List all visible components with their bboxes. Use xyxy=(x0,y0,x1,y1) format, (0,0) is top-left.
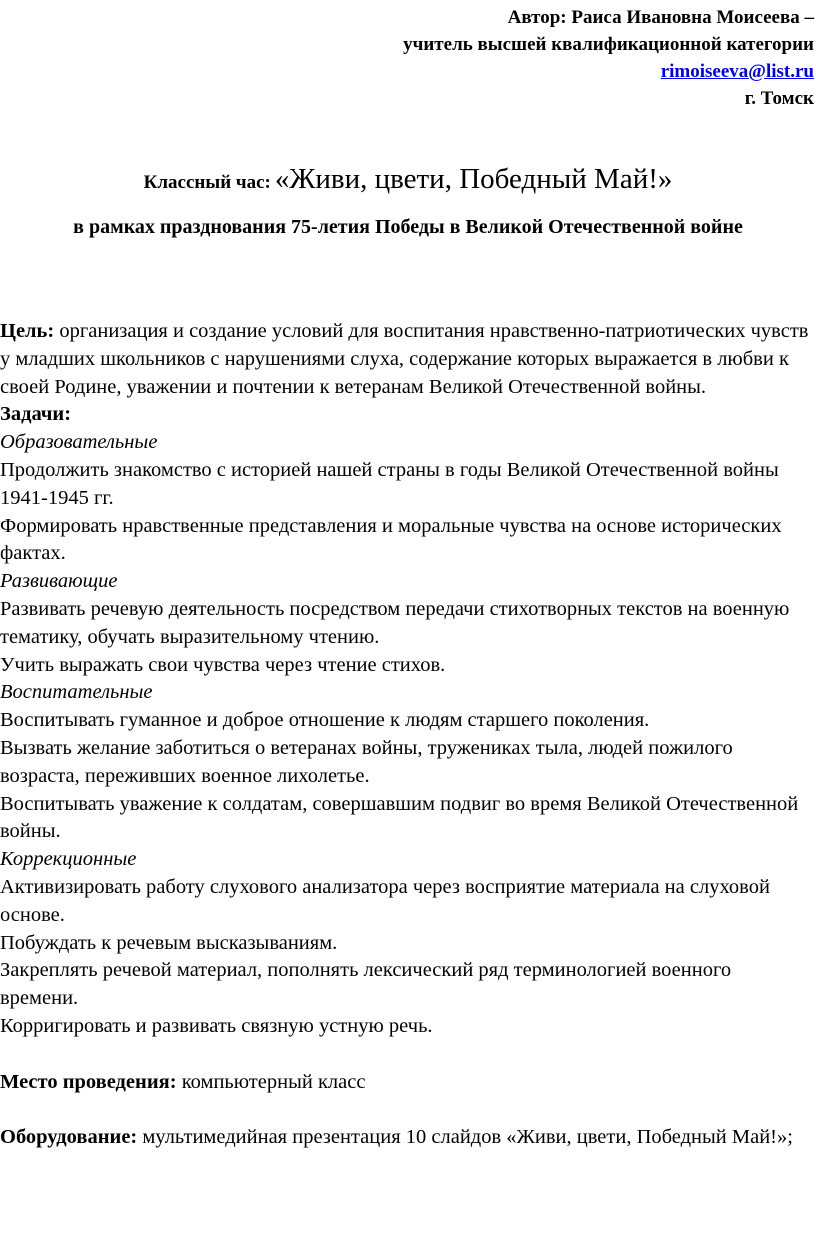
title-label: Классный час: xyxy=(143,172,271,193)
task-item: Развивать речевую деятельность посредством передачи стихотворных текстов на военную тематику, обучать выразительному чтению. xyxy=(0,597,790,648)
author-city: г. Томск xyxy=(744,88,814,109)
author-email-link[interactable]: rimoiseeva@list.ru xyxy=(660,61,814,82)
tasks-heading: Задачи: xyxy=(0,403,72,426)
task-item: Воспитывать уважение к солдатам, совершавшим подвиг во время Великой Отечественной войны. xyxy=(0,792,799,843)
venue-label: Место проведения: xyxy=(0,1070,177,1093)
task-group-title: Воспитательные xyxy=(0,681,153,704)
venue-paragraph xyxy=(0,1069,812,1097)
author-block xyxy=(403,4,814,112)
venue-text: компьютерный класс xyxy=(181,1070,366,1093)
author-position: учитель высшей квалификационной категории xyxy=(403,34,814,55)
spacer xyxy=(0,1041,812,1069)
task-group-title: Развивающие xyxy=(0,570,118,593)
equipment-text: мультимедийная презентация 10 слайдов «Живи, цвети, Победный Май!»; xyxy=(142,1126,793,1149)
task-group-title: Образовательные xyxy=(0,431,158,454)
task-item: Корригировать и развивать связную устную речь. xyxy=(0,1014,433,1037)
task-item: Продолжить знакомство с историей нашей страны в годы Великой Отечественной войны 1941-1945 гг. xyxy=(0,458,779,509)
task-item: Формировать нравственные представления и моральные чувства на основе исторических фактах. xyxy=(0,514,782,565)
equipment-paragraph xyxy=(0,1124,812,1152)
document-body xyxy=(0,318,812,1152)
task-item: Закреплять речевой материал, пополнять лексический ряд терминологией военного времени. xyxy=(0,959,732,1010)
equipment-label: Оборудование: xyxy=(0,1126,138,1149)
task-item: Вызвать желание заботиться о ветеранах войны, тружениках тыла, людей пожилого возраста, переживших военное лихолетье. xyxy=(0,736,733,787)
goal-text: организация и создание условий для воспитания нравственно-патриотических чувств у младших школьников с нарушениями слуха, содержание которых выражается в любви к своей Родине, уважении и почтении к ветеранам Великой Отечественной войны. xyxy=(0,320,809,398)
goal-label: Цель: xyxy=(0,320,55,342)
document-title xyxy=(0,163,816,196)
task-item: Активизировать работу слухового анализатора через восприятие материала на слуховой основе. xyxy=(0,875,770,926)
task-item: Побуждать к речевым высказываниям. xyxy=(0,931,338,954)
document-subtitle: в рамках празднования 75-летия Победы в Великой Отечественной войне xyxy=(73,216,743,238)
author-name: Автор: Раиса Ивановна Моисеева – xyxy=(507,7,814,28)
goal-paragraph xyxy=(0,318,812,401)
task-item: Воспитывать гуманное и доброе отношение к людям старшего поколения. xyxy=(0,709,650,732)
title-name: «Живи, цвети, Победный Май!» xyxy=(274,163,673,195)
spacer xyxy=(0,1096,812,1124)
task-item: Учить выражать свои чувства через чтение стихов. xyxy=(0,653,446,676)
task-group-title: Коррекционные xyxy=(0,848,137,871)
